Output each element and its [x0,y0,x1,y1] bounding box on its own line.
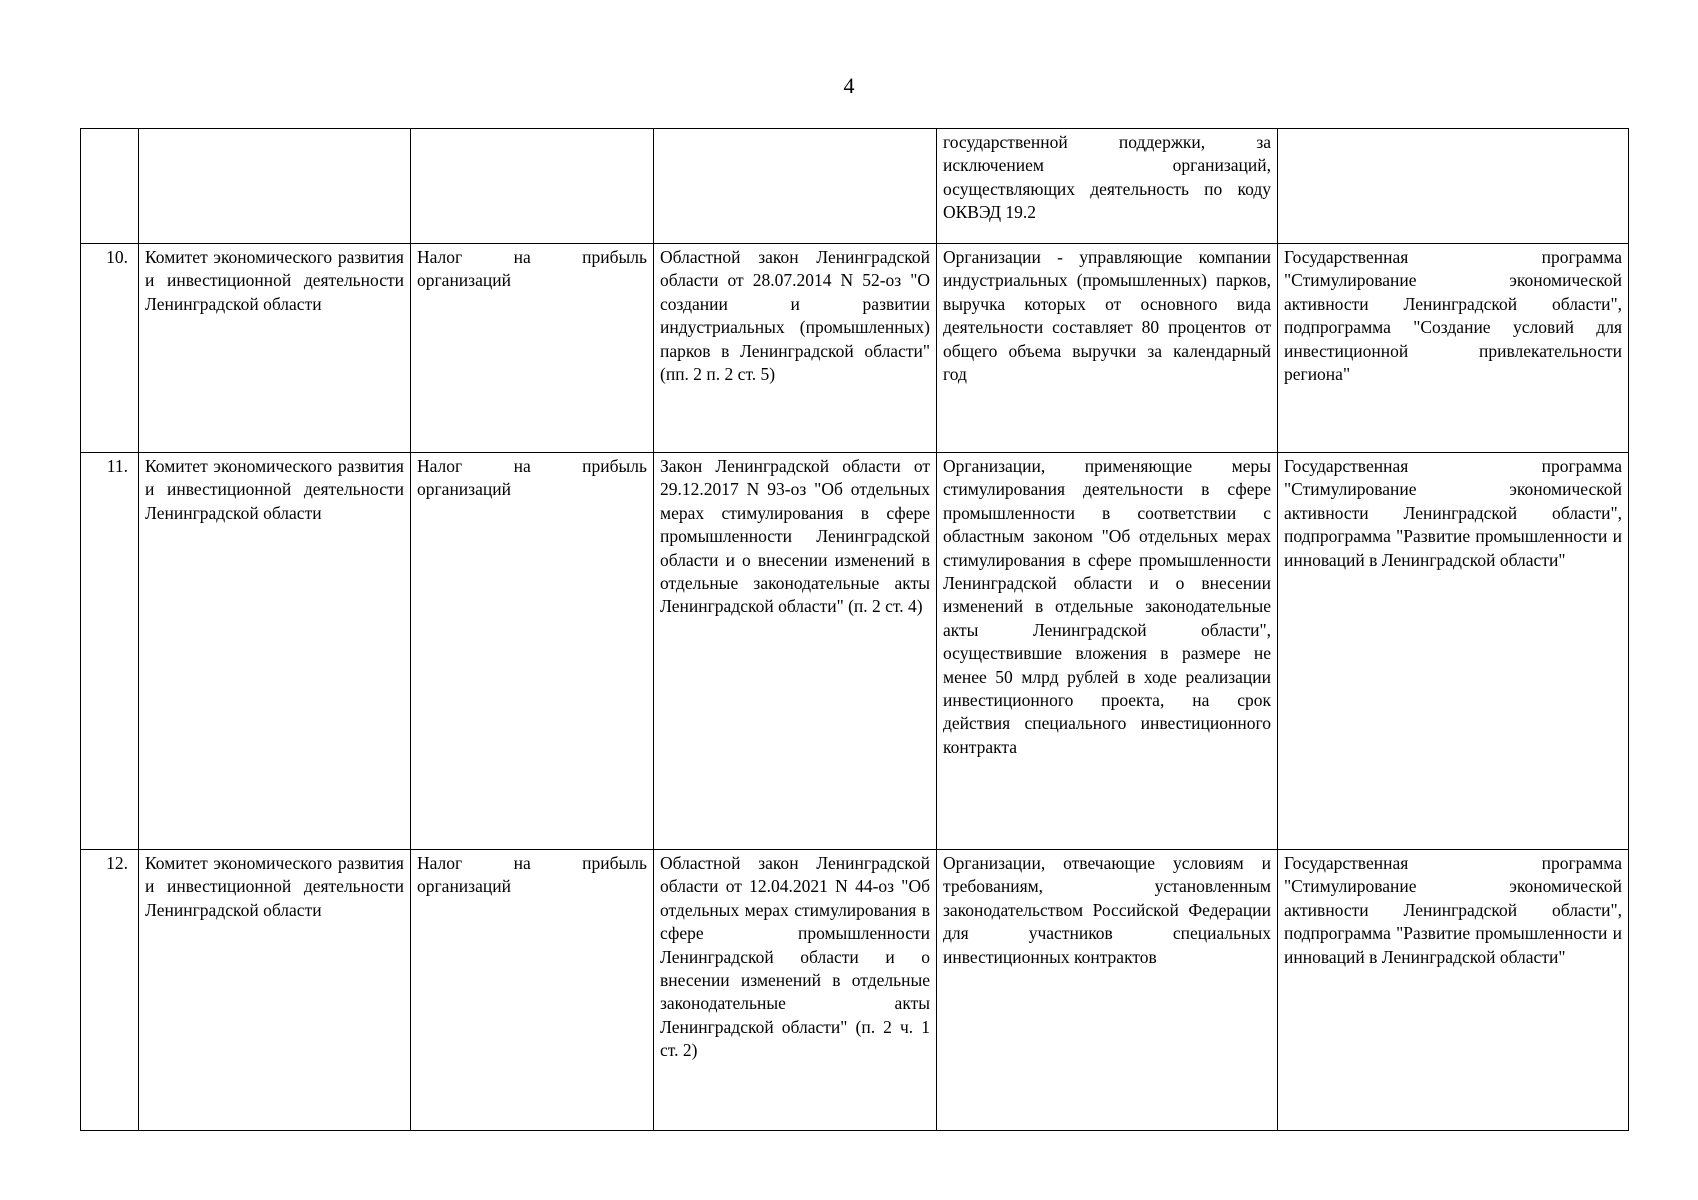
cell-tax: Налог на прибыль организаций [411,850,654,1131]
cell-recipients: Организации, отвечающие условиям и требованиям, установленным законодательством Российской Федерации для участников специальных инвестиционных контрактов [937,850,1278,1131]
cell-tax: Налог на прибыль организаций [411,244,654,453]
cell-recipients: Организации, применяющие меры стимулирования деятельности в сфере промышленности в соответствии с областным законом "Об отдельных мерах стимулирования в сфере промышленности Ленинградской области и о внесении изменений в отдельные законодательные акты Ленинградской области", осуществившие вложения в размере не менее 50 млрд рублей в ходе реализации инвестиционного проекта, на срок действия специального инвестиционного контракта [937,453,1278,850]
cell-row-number: 12. [81,850,139,1131]
table-row [81,453,1629,850]
cell-law [654,129,937,244]
tax-benefits-table [80,128,1629,1131]
table-row [81,850,1629,1131]
cell-program: Государственная программа "Стимулирование экономической активности Ленинградской области", подпрограмма "Создание условий для инвестиционной привлекательности региона" [1278,244,1629,453]
cell-row-number: 10. [81,244,139,453]
cell-recipients: государственной поддержки, за исключением организаций, осуществляющих деятельность по коду ОКВЭД 19.2 [937,129,1278,244]
cell-law: Областной закон Ленинградской области от 28.07.2014 N 52-оз "О создании и развитии индустриальных (промышленных) парков в Ленинградской области" (пп. 2 п. 2 ст. 5) [654,244,937,453]
page-number: 4 [843,73,855,98]
table-row [81,244,1629,453]
cell-law: Областной закон Ленинградской области от 12.04.2021 N 44-оз "Об отдельных мерах стимулирования в сфере промышленности Ленинградской области и о внесении изменений в отдельные законодательные акты Ленинградской области" (п. 2 ч. 1 ст. 2) [654,850,937,1131]
cell-authority: Комитет экономического развития и инвестиционной деятельности Ленинградской области [139,453,411,850]
cell-recipients: Организации - управляющие компании индустриальных (промышленных) парков, выручка которых от основного вида деятельности составляет 80 процентов от общего объема выручки за календарный год [937,244,1278,453]
cell-tax: Налог на прибыль организаций [411,453,654,850]
cell-program: Государственная программа "Стимулирование экономической активности Ленинградской области", подпрограмма "Развитие промышленности и инноваций в Ленинградской области" [1278,850,1629,1131]
cell-law: Закон Ленинградской области от 29.12.2017 N 93-оз "Об отдельных мерах стимулирования в сфере промышленности Ленинградской области и о внесении изменений в отдельные законодательные акты Ленинградской области" (п. 2 ст. 4) [654,453,937,850]
table-row-continuation [81,129,1629,244]
cell-row-number: 11. [81,453,139,850]
cell-authority: Комитет экономического развития и инвестиционной деятельности Ленинградской области [139,244,411,453]
cell-program: Государственная программа "Стимулирование экономической активности Ленинградской области", подпрограмма "Развитие промышленности и инноваций в Ленинградской области" [1278,453,1629,850]
cell-program [1278,129,1629,244]
cell-authority: Комитет экономического развития и инвестиционной деятельности Ленинградской области [139,850,411,1131]
cell-authority [139,129,411,244]
cell-row-number [81,129,139,244]
cell-tax [411,129,654,244]
